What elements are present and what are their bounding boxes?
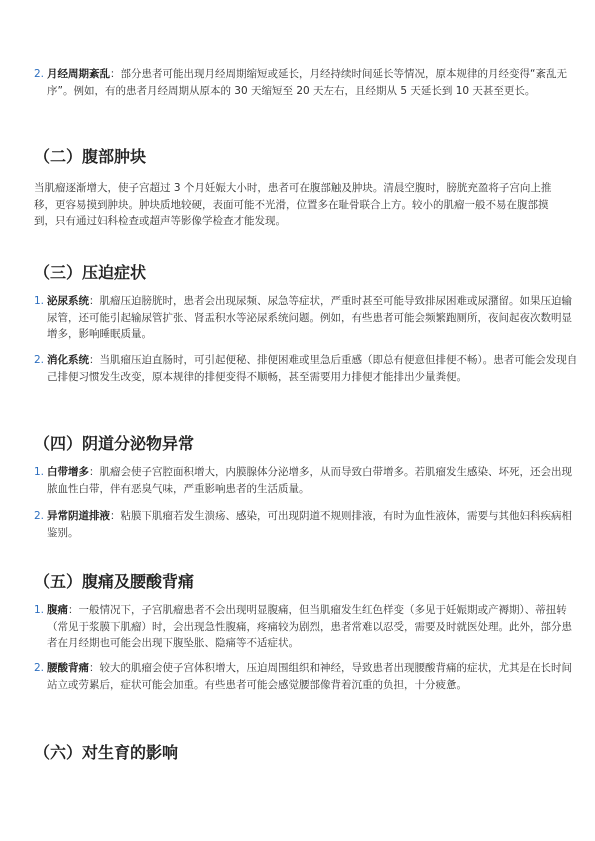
list-item-leukorrhea [34,464,582,497]
list-item-digestive [34,352,582,385]
item-separator: ： [68,604,79,616]
list-number: 2. [34,68,45,80]
item-term: 消化系统 [47,354,89,366]
list-number: 2. [34,510,45,522]
list-item-urinary [34,293,582,343]
list-number: 2. [34,662,45,674]
list-number: 1. [34,466,45,478]
section-heading-abdominal-mass: （二）腹部肿块 [34,147,147,166]
item-text: 部分患者可能出现月经周期缩短或延长，月经持续时间延长等情况，原本规律的月经变得“紊乱无序”。例如，有的患者月经周期从原本的 30 天缩短至 20 天左右，且经期从 5 天延长到 10 天甚至更长。 [47,68,567,97]
item-text: 较大的肌瘤会使子宫体积增大，压迫周围组织和神经，导致患者出现腰酸背痛的症状，尤其是在长时间站立或劳累后，症状可能会加重。有些患者可能会感觉腰部像背着沉重的负担，十分疲惫。 [47,662,572,691]
list-number: 1. [34,604,45,616]
item-term: 腹痛 [47,604,68,616]
list-item-abnormal-discharge [34,508,582,541]
paragraph-abdominal-mass: 当肌瘤逐渐增大，使子宫超过 3 个月妊娠大小时，患者可在腹部触及肿块。清晨空腹时，膀胱充盈将子宫向上推移，更容易摸到肿块。肿块质地较硬，表面可能不光滑，位置多在耻骨联合上方。较小的肌瘤一般不易在腹部摸到，只有通过妇科检查或超声等影像学检查才能发现。 [34,182,552,227]
item-term: 泌尿系统 [47,295,89,307]
item-separator: ： [89,295,100,307]
section-heading-fertility: （六）对生育的影响 [34,743,179,762]
list-item-menstrual [34,66,582,99]
item-separator: ： [110,510,121,522]
item-separator: ： [89,354,100,366]
item-text: 肌瘤压迫膀胱时，患者会出现尿频、尿急等症状，严重时甚至可能导致排尿困难或尿潴留。如果压迫输尿管，还可能引起输尿管扩张、肾盂积水等泌尿系统问题。例如，有些患者可能会频繁跑厕所，夜间起夜次数明显增多，影响睡眠质量。 [47,295,572,340]
item-text: 粘膜下肌瘤若发生溃疡、感染，可出现阴道不规则排液，有时为血性液体，需要与其他妇科疾病相鉴别。 [47,510,572,539]
section-heading-pain: （五）腹痛及腰酸背痛 [34,572,195,591]
item-text: 当肌瘤压迫直肠时，可引起便秘、排便困难或里急后重感（即总有便意但排便不畅）。患者可能会发现自己排便习惯发生改变，原本规律的排便变得不顺畅，甚至需要用力排便才能排出少量粪便。 [47,354,578,383]
item-separator: ： [89,466,100,478]
list-number: 1. [34,295,45,307]
item-separator: ： [110,68,121,80]
list-item-back-pain [34,660,582,693]
list-item-abdominal-pain [34,602,582,652]
item-term: 白带增多 [47,466,89,478]
item-term: 月经周期紊乱 [47,68,110,80]
item-separator: ： [89,662,100,674]
section-heading-discharge: （四）阴道分泌物异常 [34,434,195,453]
item-text: 一般情况下，子宫肌瘤患者不会出现明显腹痛，但当肌瘤发生红色样变（多见于妊娠期或产褥期）、蒂扭转（常见于浆膜下肌瘤）时，会出现急性腹痛，疼痛较为剧烈，患者常难以忍受，需要及时就医处理。此外，部分患者在月经期也可能会出现下腹坠胀、隐痛等不适症状。 [47,604,572,649]
list-number: 2. [34,354,45,366]
item-text: 肌瘤会使子宫腔面积增大，内膜腺体分泌增多，从而导致白带增多。若肌瘤发生感染、坏死，还会出现脓血性白带，伴有恶臭气味，严重影响患者的生活质量。 [47,466,572,495]
section-heading-compression: （三）压迫症状 [34,263,147,282]
item-term: 腰酸背痛 [47,662,89,674]
item-term: 异常阴道排液 [47,510,110,522]
